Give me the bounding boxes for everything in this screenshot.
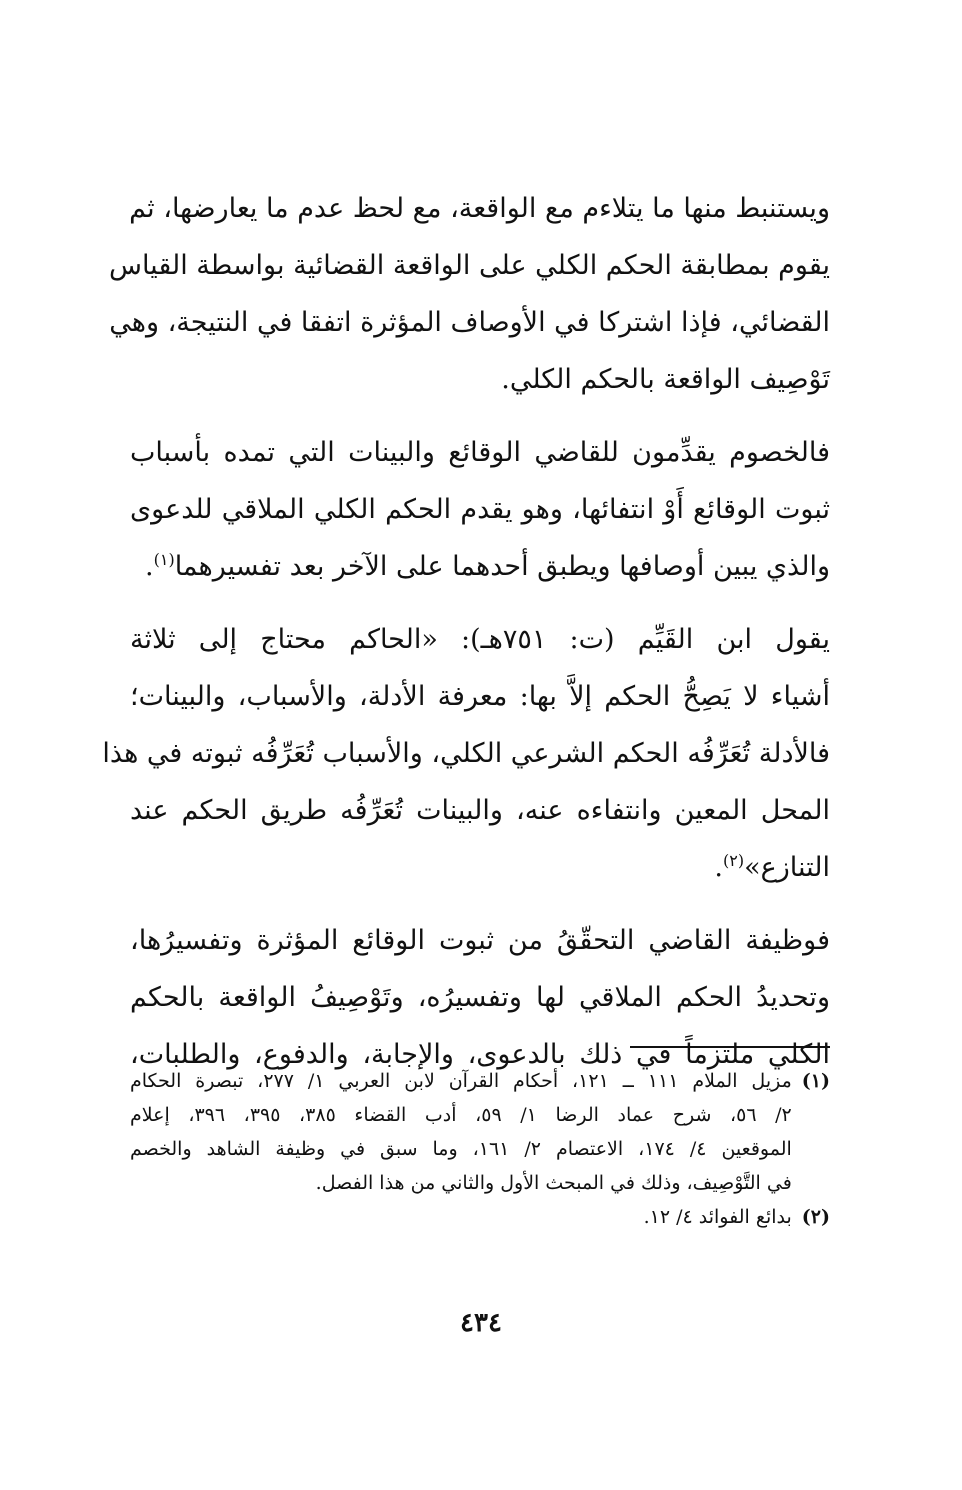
text-line: فالخصوم يقدِّمون للقاضي الوقائع والبينات التي تمده بأسباب [130,437,830,468]
text-line: أشياء لا يَصِحُّ الحكم إلاَّ بها: معرفة الأدلة، والأسباب، والبينات؛ [130,681,830,712]
footnote-number: (١) [801,1070,830,1092]
footnote-line: بدائع الفوائد ٤/ ١٢. [643,1206,792,1228]
text-line: وتحديدُ الحكم الملاقي لها وتفسيرُه، وتَوْصِيفُ الواقعة بالحكم [130,982,830,1013]
footnote-line: ٢/ ٥٦، شرح عماد الرضا ١/ ٥٩، أدب القضاء ٣٨٥، ٣٩٥، ٣٩٦، إعلام [130,1104,792,1126]
text-line: ثبوت الوقائع أَوْ انتفائها، وهو يقدم الحكم الكلي الملاقي للدعوى [130,494,830,525]
footnote-ref-1[interactable]: (١) [153,550,175,569]
text-line: فوظيفة القاضي التحقّقُ من ثبوت الوقائع المؤثرة وتفسيرُها، [130,925,830,956]
text-line: التنازع» [744,852,830,883]
paragraph-3 [102,611,830,896]
text-line: المحل المعين وانتفاءه عنه، والبينات تُعَرِّفُه طريق الحكم عند [130,795,830,826]
text-line: تَوْصِيف الواقعة بالحكم الكلي. [501,364,830,395]
footnote-ref-2[interactable]: (٢) [722,851,745,870]
footnote-number: (٢) [801,1206,830,1228]
text-line: الكلي ملتزماً في ذلك بالدعوى، والإجابة، والدفوع، والطلبات، [130,1039,830,1070]
line-tail: . [714,852,723,883]
footnotes [130,1064,830,1234]
paragraph-4 [130,912,830,1083]
footnote-body [130,1064,792,1200]
text-line: والذي يبين أوصافها ويطبق أحدهما على الآخر بعد تفسيرهما [174,551,830,582]
page-number: ٤٣٤ [460,1308,502,1338]
main-text [102,180,830,1099]
line-tail: . [145,551,154,582]
footnote-line: في التَّوْصِيف، وذلك في المبحث الأول والثاني من هذا الفصل. [315,1172,792,1194]
text-line-with-footnote-ref [130,538,830,595]
paragraph-2 [130,424,830,595]
footnote-line: الموقعين ٤/ ١٧٤، الاعتصام ٢/ ١٦١، وما سبق في وظيفة الشاهد والخصم [130,1138,792,1160]
footnote-body [130,1200,792,1234]
text-line-with-footnote-ref [130,839,830,896]
text-line: ويستنبط منها ما يتلاءم مع الواقعة، مع لحظ عدم ما يعارضها، ثم [129,193,830,224]
footnote-1 [130,1064,830,1200]
footnote-2 [130,1200,830,1234]
text-line: القضائي، فإذا اشتركا في الأوصاف المؤثرة اتفقا في النتيجة، وهي [109,307,830,338]
text-line: يقوم بمطابقة الحكم الكلي على الواقعة القضائية بواسطة القياس [109,250,830,281]
text-line: فالأدلة تُعَرِّفُه الحكم الشرعي الكلي، والأسباب تُعَرِّفُه ثبوته في هذا [102,738,830,769]
footnote-separator [630,1046,830,1048]
text-line: يقول ابن القَيِّم (ت: ٧٥١هـ): «الحاكم محتاج إلى ثلاثة [130,624,830,655]
footnote-line: مزيل الملام ١١١ ــ ١٢١، أحكام القرآن لابن العربي ١/ ٢٧٧، تبصرة الحكام [130,1070,792,1092]
paragraph-1 [109,180,830,408]
